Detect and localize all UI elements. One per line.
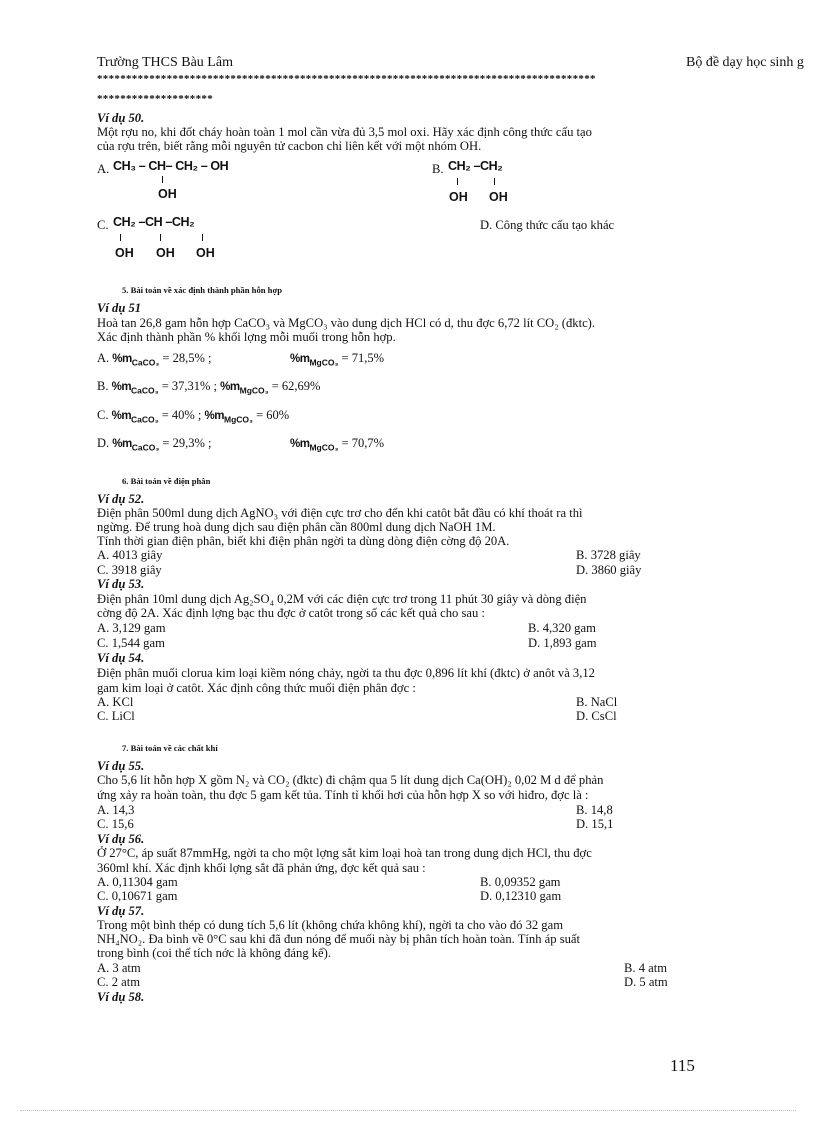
ex51-option-a: [97, 351, 211, 368]
ex51-option-c: [97, 408, 289, 425]
ex54-text2: gam kim loại ở catôt. Xác định công thức muối điện phân đợc :: [97, 681, 416, 695]
ex51-text1: Hoà tan 26,8 gam hỗn hợp CaCO₃ và MgCO₃ vào dung dịch HCl có d, thu đợc 6,72 lít CO₂ (đktc).: [97, 316, 596, 330]
ex55-a: A. 14,3: [97, 803, 135, 817]
ex57-text3: trong bình (coi thể tích nớc là không đáng kể).: [97, 946, 331, 960]
ex53-text1: Điện phân 10ml dung dịch Ag₂SO₄ 0,2M với các điện cực trơ trong 11 phút 30 giây và dòng điện: [97, 592, 587, 606]
ex51-option-b: [97, 379, 320, 396]
ex52-text3: Tính thời gian điện phân, biết khi điện phân ngời ta dùng dòng điện cờng độ 20A.: [97, 534, 510, 548]
ex51-label: Ví dụ 51: [97, 301, 142, 315]
ex51-text2: Xác định thành phần % khối lợng mỗi muối trong hỗn hợp.: [97, 330, 396, 344]
ex57-text2: NH₄NO₂. Đa bình về 0°C sau khi đã đun nóng để muối này bị phân tích hoàn toàn. Tính áp suất: [97, 932, 580, 946]
ex50-b-label: B.: [432, 162, 444, 176]
ex50-c-formula: CH₂ –CH –CH₂: [113, 215, 195, 229]
ex55-d: D. 15,1: [576, 817, 614, 831]
ex50-c-oh3: OH: [196, 246, 215, 260]
ex50-b-formula: CH₂ –CH₂: [448, 159, 503, 173]
formula-sub: MgCO₃: [223, 414, 253, 425]
ex50-d-text: D. Công thức cấu tạo khác: [480, 218, 615, 232]
formula-sub: MgCO₃: [309, 357, 339, 368]
ex52-text2: ngừng. Để trung hoà dung dịch sau điện phân cần 800ml dung dịch NaOH 1M.: [97, 520, 496, 534]
formula-sub: MgCO₃: [309, 442, 339, 453]
formula-sub: CaCO₃: [131, 442, 160, 453]
ex53-text2: cờng độ 2A. Xác định lợng bạc thu đợc ở catôt trong số các kết quả cho sau :: [97, 606, 485, 620]
ex50-c-label: C.: [97, 218, 109, 232]
ex57-b: B. 4 atm: [624, 961, 668, 975]
ex53-d: D. 1,893 gam: [528, 636, 597, 650]
ex52-a: A. 4013 giây: [97, 548, 163, 562]
ex52-text1: Điện phân 500ml dung dịch AgNO₃ với điện cực trơ cho đến khi catôt bắt đầu có khí thoát ra thì: [97, 506, 583, 520]
value-1: = 28,5% ;: [162, 351, 212, 365]
formula-sub: CaCO₃: [131, 385, 159, 396]
stars-divider-2: ********************: [97, 93, 213, 105]
percent-symbol: %m: [204, 410, 224, 422]
formula-sub: CaCO₃: [131, 357, 160, 368]
ex50-text1: Một rợu no, khi đốt cháy hoàn toàn 1 mol cần vừa đủ 3,5 mol oxi. Hãy xác định công thức cấu tạo: [97, 125, 592, 139]
bond-tick: [202, 234, 203, 241]
ex57-text1: Trong một bình thép có dung tích 5,6 lít (không chứa không khí), ngời ta cho vào đó 32 gam: [97, 918, 563, 932]
ex55-label: Ví dụ 55.: [97, 759, 145, 773]
option-label: B.: [97, 379, 109, 393]
page-bottom-divider: [20, 1110, 796, 1111]
ex54-a: A. KCl: [97, 695, 134, 709]
ex52-label: Ví dụ 52.: [97, 492, 145, 506]
bond-tick: [494, 178, 495, 185]
ex54-label: Ví dụ 54.: [97, 651, 145, 665]
ex51-option-d-2: [290, 436, 384, 453]
ex51-option-a-2: [290, 351, 384, 368]
ex50-b-oh2: OH: [489, 190, 508, 204]
section-6-title: 6. Bài toán về điện phân: [122, 476, 211, 486]
ex52-b: B. 3728 giây: [576, 548, 641, 562]
formula-sub: MgCO₃: [239, 385, 269, 396]
percent-symbol: %m: [290, 438, 310, 450]
percent-symbol: %m: [220, 381, 240, 393]
ex51-option-d: [97, 436, 211, 453]
ex50-b-oh1: OH: [449, 190, 468, 204]
ex53-label: Ví dụ 53.: [97, 577, 145, 591]
header-school: Trường THCS Bàu Lâm: [97, 55, 233, 70]
ex55-text1: Cho 5,6 lít hỗn hợp X gồm N₂ và CO₂ (đktc) đi chậm qua 5 lít dung dịch Ca(OH)₂ 0,02 M d để phản: [97, 773, 604, 787]
ex53-a: A. 3,129 gam: [97, 621, 166, 635]
percent-symbol: %m: [111, 381, 132, 393]
ex56-label: Ví dụ 56.: [97, 832, 145, 846]
option-label: A.: [97, 351, 110, 365]
ex57-c: C. 2 atm: [97, 975, 141, 989]
header-title: Bộ đề dạy học sinh g: [686, 55, 804, 70]
section-5-title: 5. Bài toán về xác định thành phần hỗn hợp: [122, 285, 282, 295]
ex56-text1: Ở 27°C, áp suất 87mmHg, ngời ta cho một lợng sắt kim loại hoà tan trong dung dịch HCl, thu đợc: [97, 846, 592, 860]
percent-symbol: %m: [112, 353, 132, 365]
ex55-text2: ứng xảy ra hoàn toàn, thu đợc 5 gam kết tủa. Tính tỉ khối hơi của hỗn hợp X so với hiđro, đợc là :: [97, 788, 589, 802]
option-label: D.: [97, 436, 110, 450]
value-2: = 60%: [256, 408, 290, 422]
ex54-text1: Điện phân muối clorua kim loại kiềm nóng chảy, ngời ta thu đợc 0,896 lít khí (đktc) ở anôt và 3,12: [97, 666, 595, 680]
ex53-b: B. 4,320 gam: [528, 621, 596, 635]
bond-tick: [457, 178, 458, 185]
ex50-c-oh2: OH: [156, 246, 175, 260]
ex56-c: C. 0,10671 gam: [97, 889, 178, 903]
ex50-a-oh: OH: [158, 187, 177, 201]
ex50-text2: của rợu trên, biết rằng mỗi nguyên tử cacbon chỉ liên kết với một nhóm OH.: [97, 139, 482, 153]
bond-tick: [162, 176, 163, 183]
value-2: = 71,5%: [341, 351, 384, 365]
value-1: = 37,31% ;: [161, 379, 218, 393]
ex56-d: D. 0,12310 gam: [480, 889, 562, 903]
ex56-b: B. 0,09352 gam: [480, 875, 561, 889]
percent-symbol: %m: [112, 438, 132, 450]
ex56-a: A. 0,11304 gam: [97, 875, 178, 889]
ex53-c: C. 1,544 gam: [97, 636, 165, 650]
percent-symbol: %m: [290, 353, 310, 365]
ex57-d: D. 5 atm: [624, 975, 668, 989]
ex50-a-label: A.: [97, 162, 110, 176]
ex55-b: B. 14,8: [576, 803, 613, 817]
ex57-label: Ví dụ 57.: [97, 904, 145, 918]
page-number: 115: [670, 1056, 695, 1075]
stars-divider-1: **************************************************************************************: [97, 73, 596, 85]
formula-sub: CaCO₃: [131, 414, 159, 425]
value-1: = 40% ;: [161, 408, 202, 422]
value-2: = 70,7%: [341, 436, 384, 450]
percent-symbol: %m: [111, 410, 132, 422]
ex54-d: D. CsCl: [576, 709, 617, 723]
ex54-c: C. LiCl: [97, 709, 135, 723]
ex56-text2: 360ml khí. Xác định khối lợng sắt đã phản ứng, đợc kết quả sau :: [97, 861, 426, 875]
ex52-c: C. 3918 giây: [97, 563, 162, 577]
bond-tick: [160, 234, 161, 241]
ex58-label: Ví dụ 58.: [97, 990, 145, 1004]
ex50-label: Ví dụ 50.: [97, 111, 145, 125]
ex55-c: C. 15,6: [97, 817, 134, 831]
section-7-title: 7. Bài toán về các chất khí: [122, 743, 218, 753]
option-label: C.: [97, 408, 109, 422]
ex54-b: B. NaCl: [576, 695, 618, 709]
ex57-a: A. 3 atm: [97, 961, 141, 975]
bond-tick: [120, 234, 121, 241]
ex52-d: D. 3860 giây: [576, 563, 642, 577]
value-2: = 62,69%: [271, 379, 321, 393]
value-1: = 29,3% ;: [162, 436, 212, 450]
ex50-c-oh1: OH: [115, 246, 134, 260]
ex50-a-formula: CH₃ – CH– CH₂ – OH: [113, 159, 229, 173]
